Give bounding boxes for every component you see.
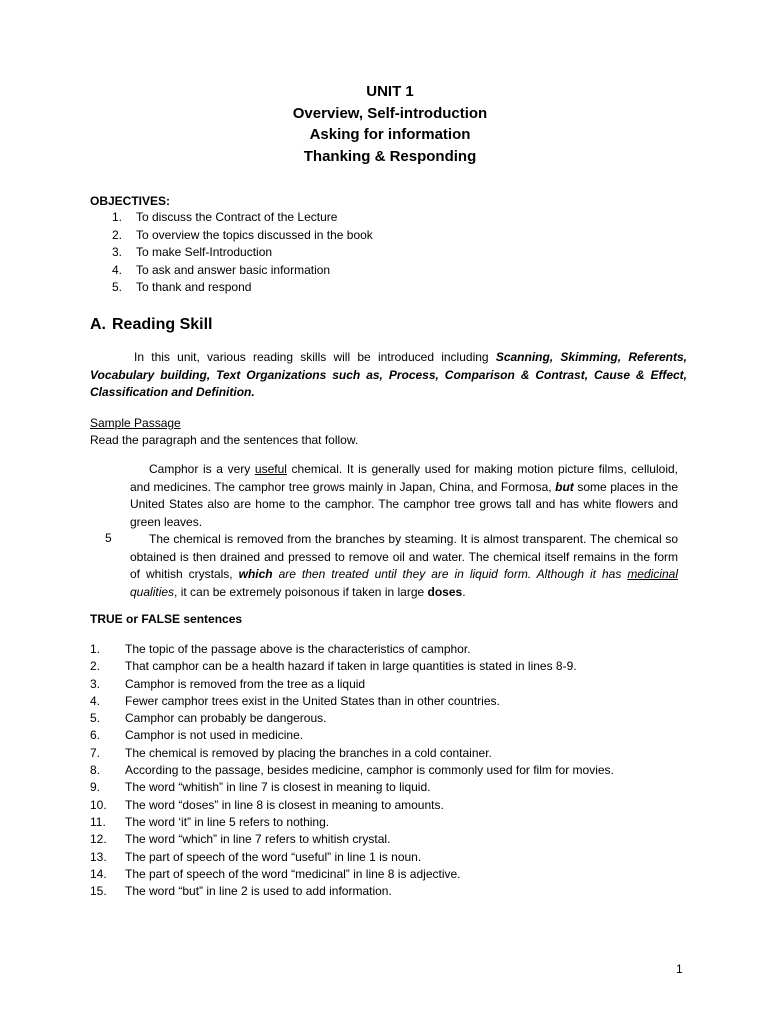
- true-false-list: [90, 641, 614, 900]
- list-item: 11. The word ‘it” in line 5 refers to nothing.: [90, 814, 330, 829]
- list-item: 10. The word “doses” in line 8 is closest in meaning to amounts.: [90, 797, 444, 812]
- list-item: 15. The word “but” in line 2 is used to add information.: [90, 884, 392, 899]
- intro-skills-list: Scanning, Skimming, Referents, Vocabulary building, Text Organizations such as, Process, Comparison & Contrast, Cause & Effect, Classification and Definition.: [90, 350, 687, 399]
- unit-subtitle-2: Asking for information: [309, 126, 471, 143]
- unit-subtitle-3: Thanking & Responding: [303, 147, 477, 165]
- passage-paragraph-1: Camphor is a very useful chemical. It is generally used for making motion picture films, celluloid, and medicines. The camphor tree grows mainly in Japan, China, and Formosa, but some places in the United States also are home to the camphor. The camphor tree grows tall and has white flowers and green leaves.: [130, 462, 679, 529]
- word-useful: useful: [254, 462, 287, 476]
- section-letter: A.: [90, 316, 106, 333]
- list-item: 1. The topic of the passage above is the characteristics of camphor.: [90, 642, 471, 656]
- list-item: 14. The part of speech of the word “medicinal” in line 8 is adjective.: [90, 866, 461, 881]
- list-item: [112, 262, 373, 280]
- list-item: 5. Camphor can probably be dangerous.: [90, 711, 327, 726]
- true-false-title: TRUE or FALSE sentences: [90, 612, 243, 626]
- item-number: 5.: [112, 280, 123, 294]
- item-number: 4.: [112, 262, 123, 277]
- list-item: 7. The chemical is removed by placing the branches in a cold container.: [90, 745, 492, 760]
- unit-title: UNIT 1: [366, 83, 414, 100]
- item-number: 1.: [112, 210, 123, 224]
- list-item: 2. That camphor can be a health hazard if taken in large quantities is stated in lines 8-9.: [90, 659, 577, 674]
- word-whitish: whitish: [145, 567, 183, 581]
- line-number-marker: 5: [105, 531, 112, 545]
- objectives-list: [112, 209, 373, 297]
- item-number: 3.: [112, 245, 123, 259]
- list-item: 8. According to the passage, besides medicine, camphor is commonly used for film for movies.: [90, 763, 614, 778]
- section-title: Reading Skill: [112, 316, 213, 333]
- list-item: [112, 244, 373, 262]
- item-number: 2.: [112, 227, 123, 242]
- item-text: To ask and answer basic information: [136, 262, 331, 277]
- page-number: 1: [676, 962, 683, 976]
- word-but: but: [555, 479, 574, 494]
- list-item: [112, 227, 373, 245]
- intro-paragraph: [90, 349, 687, 402]
- sample-passage: [130, 461, 678, 601]
- item-text: To discuss the Contract of the Lecture: [136, 210, 338, 224]
- list-item: 9. The word “whitish” in line 7 is closest in meaning to liquid.: [90, 780, 431, 795]
- item-text: To thank and respond: [136, 280, 252, 294]
- unit-subtitle-1: Overview, Self-introduction: [292, 104, 488, 122]
- list-item: [112, 209, 373, 227]
- word-which: which: [238, 567, 273, 581]
- word-medicinal: medicinal: [627, 567, 679, 581]
- list-item: 13. The part of speech of the word “useful” in line 1 is noun.: [90, 849, 422, 864]
- passage-paragraph-2: The chemical is removed from the branches by steaming. It is almost transparent. The chemical so obtained is then drained and pressed to remove oil and water. The chemical itself remains in the form of whitish crystals, which are then treated until they are in liquid form. Although it has medicinal qualities, it can be extremely poisonous if taken in large doses.: [130, 532, 679, 599]
- list-item: [112, 279, 373, 297]
- objectives-title: OBJECTIVES:: [90, 194, 171, 208]
- word-it: it: [180, 584, 187, 599]
- word-doses: doses: [427, 584, 463, 599]
- sample-instruction: Read the paragraph and the sentences that follow.: [90, 433, 359, 447]
- item-text: To make Self-Introduction: [136, 245, 273, 259]
- list-item: 6. Camphor is not used in medicine.: [90, 728, 304, 743]
- list-item: 12. The word “which” in line 7 refers to whitish crystal.: [90, 832, 391, 847]
- list-item: 3. Camphor is removed from the tree as a liquid: [90, 676, 366, 691]
- item-text: To overview the topics discussed in the book: [136, 227, 373, 242]
- unit-heading: [0, 81, 768, 167]
- sample-passage-title: Sample Passage: [90, 416, 181, 430]
- section-heading: [90, 316, 212, 334]
- intro-text: In this unit, various reading skills will be introduced including: [134, 350, 496, 364]
- list-item: 4. Fewer camphor trees exist in the United States than in other countries.: [90, 693, 500, 708]
